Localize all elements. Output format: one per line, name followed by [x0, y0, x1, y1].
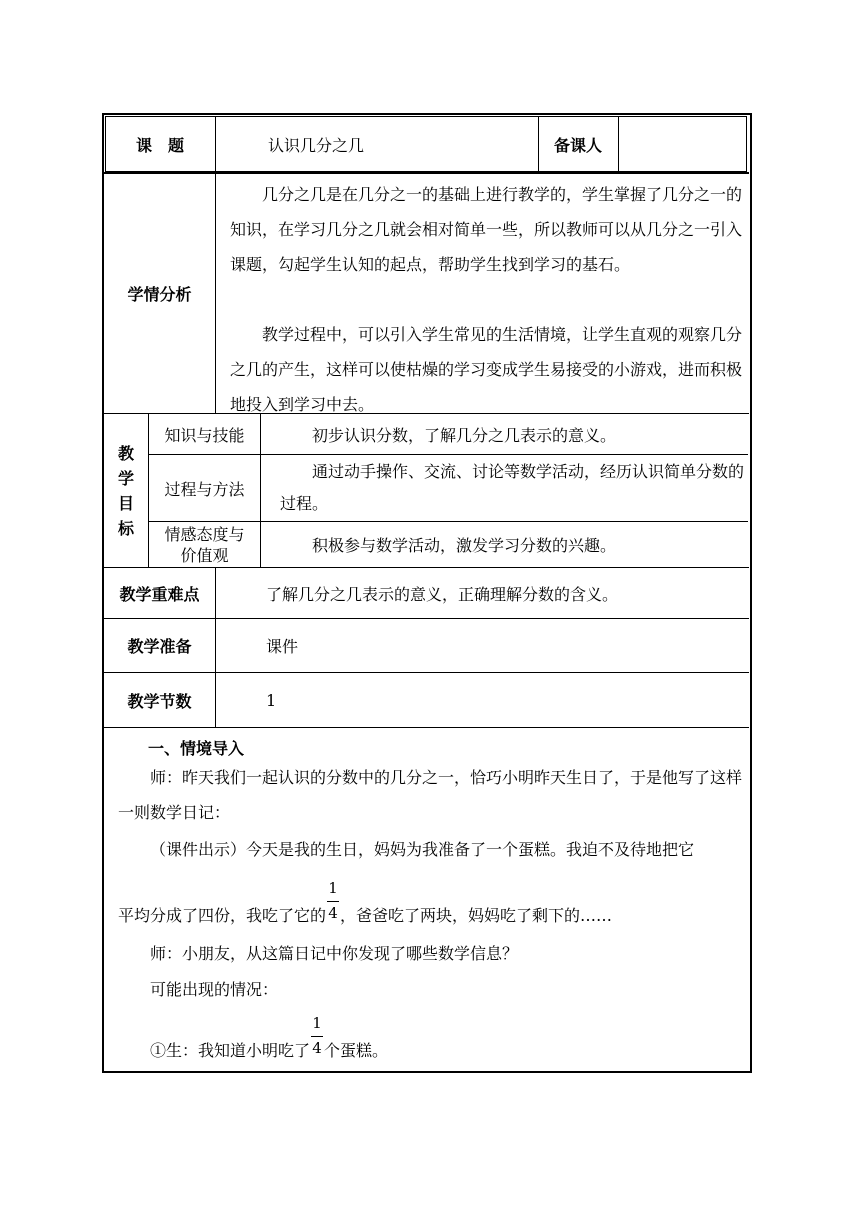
- goal-process-text: 通过动手操作、交流、讨论等数学活动，经历认识简单分数的过程。: [280, 462, 745, 513]
- rule: [260, 413, 261, 567]
- process-paragraph-4: 可能出现的情况：: [150, 980, 279, 999]
- goal-knowledge-text: 初步认识分数，了解几分之几表示的意义。: [312, 425, 617, 445]
- topic-label: 课 题: [135, 135, 184, 155]
- goal-emotion-label: [149, 522, 260, 567]
- process-paragraph-2-line-1: （课件出示）今天是我的生日，妈妈为我准备了一个蛋糕。我迫不及待地把它: [150, 840, 695, 859]
- fraction-one-quarter: [310, 1014, 324, 1057]
- goals-label-char: 目: [117, 493, 134, 513]
- fraction-bar: [327, 901, 339, 902]
- key-points-label: 教学重难点: [119, 584, 200, 604]
- fraction-denominator: 4: [312, 1039, 322, 1057]
- diary-text-after: ，爸爸吃了两块，妈妈吃了剩下的……: [340, 906, 613, 925]
- analysis-paragraph-2: 教学过程中，可以引入学生常见的生活情境，让学生直观的观察几分之几的产生，这样可以使枯燥的学习变成学生易接受的小游戏，进而积极地投入到学习中去。: [230, 325, 743, 414]
- rule: [215, 173, 216, 413]
- preparation-value: 课件: [266, 637, 299, 656]
- student-answer-after: 个蛋糕。: [324, 1041, 389, 1060]
- process-paragraph-3: 师：小朋友，从这篇日记中你发现了哪些数学信息？: [150, 944, 519, 963]
- goals-label-char: 标: [117, 518, 134, 538]
- topic-value: 认识几分之几: [268, 135, 365, 155]
- preparer-label: 备课人: [553, 135, 602, 155]
- process-paragraph-5: [150, 1014, 389, 1061]
- goal-emotion-label-line: 价值观: [180, 545, 229, 565]
- rule: [215, 567, 216, 727]
- fraction-numerator: 1: [328, 879, 338, 897]
- section-title: 一、情境导入: [148, 739, 245, 758]
- goal-process-label: 过程与方法: [164, 479, 245, 499]
- goals-label-char: 教: [117, 443, 134, 463]
- fraction-denominator: 4: [328, 904, 338, 922]
- analysis-paragraph-1: 几分之几是在几分之一的基础上进行教学的，学生掌握了几分之一的知识，在学习几分之几就会相对简单一些，所以教师可以从几分之一引入课题，勾起学生认知的起点，帮助学生找到学习的基石。: [230, 185, 743, 274]
- goals-label-char: 学: [117, 468, 134, 488]
- fraction-numerator: 1: [312, 1014, 322, 1032]
- fraction-bar: [311, 1036, 323, 1037]
- rule: [215, 116, 216, 172]
- preparer-value: [620, 116, 744, 172]
- rule: [103, 727, 749, 728]
- goals-label: [104, 414, 148, 567]
- process-paragraph-1: 师：昨天我们一起认识的分数中的几分之一，恰巧小明昨天生日了，于是他写了这样一则数学日记：: [118, 768, 743, 822]
- fraction-one-quarter: [326, 879, 340, 922]
- student-answer-before: ①生：我知道小明吃了: [150, 1041, 311, 1060]
- diary-text-before: 平均分成了四份，我吃了它的: [118, 906, 327, 925]
- preparation-label: 教学准备: [127, 637, 192, 656]
- periods-value: 1: [266, 690, 277, 710]
- rule: [618, 116, 619, 172]
- key-points-value: 了解几分之几表示的意义，正确理解分数的含义。: [266, 584, 619, 604]
- periods-label: 教学节数: [127, 691, 192, 711]
- analysis-label: 学情分析: [127, 284, 192, 304]
- goal-knowledge-label: 知识与技能: [164, 425, 245, 445]
- goal-emotion-label-line: 情感态度与: [164, 524, 245, 544]
- process-paragraph-2-line-2: [118, 879, 613, 926]
- goal-emotion-text: 积极参与数学活动，激发学习分数的兴趣。: [312, 536, 617, 555]
